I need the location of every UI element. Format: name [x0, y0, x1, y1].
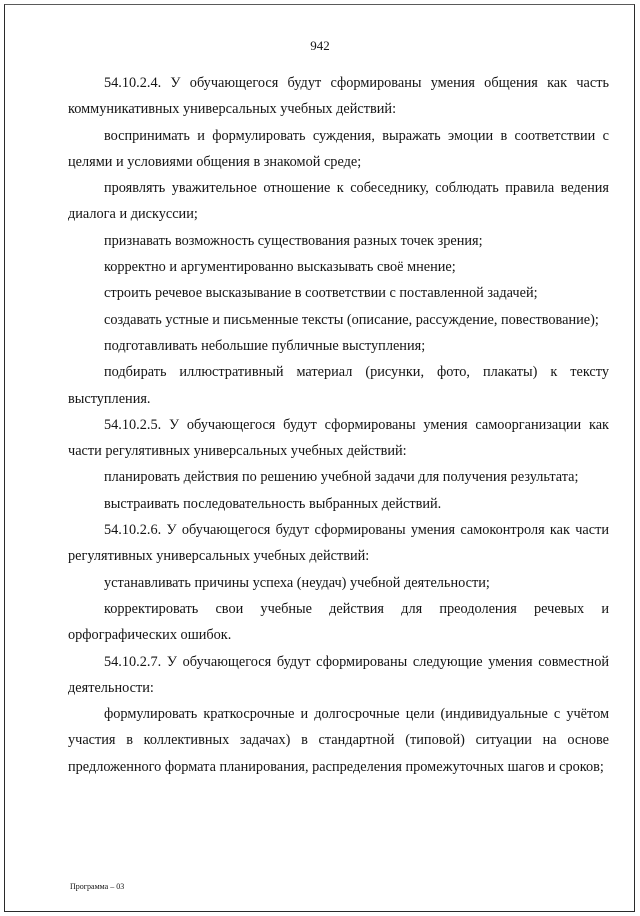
list-item: корректно и аргументированно высказывать своё мнение; [104, 259, 456, 276]
list-item: признавать возможность существования разных точек зрения; [104, 232, 483, 249]
section-heading-54-10-2-7: 54.10.2.7. У обучающегося будут сформированы следующие умения совместной деятельности: [68, 653, 609, 696]
list-item: воспринимать и формулировать суждения, выражать эмоции в соответствии с целями и условиями общения в знакомой среде; [68, 127, 609, 170]
page-footer: Программа – 03 [70, 882, 125, 891]
list-item: строить речевое высказывание в соответствии с поставленной задачей; [104, 285, 538, 302]
section-heading-54-10-2-4: 54.10.2.4. У обучающегося будут сформированы умения общения как часть коммуникативных универсальных учебных действий: [68, 75, 609, 118]
document-body [68, 70, 609, 780]
list-item: подбирать иллюстративный материал (рисунки, фото, плакаты) к тексту выступления. [68, 364, 609, 407]
section-heading-54-10-2-6: 54.10.2.6. У обучающегося будут сформированы умения самоконтроля как части регулятивных универсальных учебных действий: [68, 522, 609, 565]
section-heading-54-10-2-5: 54.10.2.5. У обучающегося будут сформированы умения самоорганизации как части регулятивных универсальных учебных действий: [68, 416, 609, 460]
list-item: формулировать краткосрочные и долгосрочные цели (индивидуальные с учётом участия в коллективных задачах) в стандартной (типовой) ситуации на основе предложенного формата планирования, распределения промежуточных шагов и сроков; [68, 706, 609, 775]
list-item: создавать устные и письменные тексты (описание, рассуждение, повествование); [104, 311, 599, 328]
list-item: планировать действия по решению учебной задачи для получения результата; [104, 469, 579, 486]
list-item: проявлять уважительное отношение к собеседнику, соблюдать правила ведения диалога и дискуссии; [68, 180, 609, 223]
page-number: 942 [310, 38, 330, 53]
list-item: подготавливать небольшие публичные выступления; [104, 337, 426, 354]
list-item: выстраивать последовательность выбранных действий. [104, 495, 442, 512]
list-item: устанавливать причины успеха (неудач) учебной деятельности; [104, 574, 490, 591]
list-item: корректировать свои учебные действия для преодоления речевых и орфографических ошибок. [68, 600, 609, 644]
